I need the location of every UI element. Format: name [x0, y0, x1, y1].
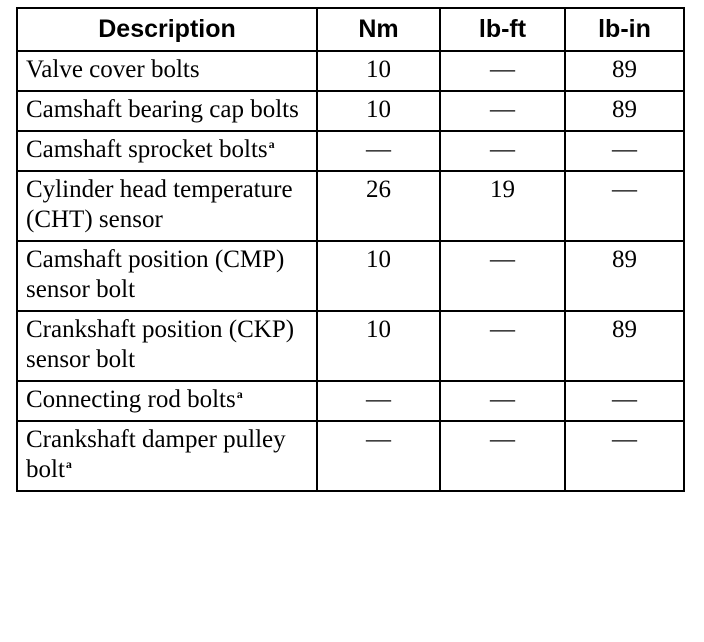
header-lbft: lb-ft [440, 8, 565, 51]
description-text: Cylinder head temperature (CHT) sensor [26, 176, 293, 233]
footnote-marker: a [268, 137, 275, 151]
row-description [17, 381, 317, 421]
table-row [17, 171, 684, 241]
table-row [17, 241, 684, 311]
row-description [17, 91, 317, 131]
description-text: Crankshaft damper pulley bolt [26, 426, 286, 483]
row-nm: — [317, 381, 440, 421]
description-text: Valve cover bolts [26, 56, 200, 83]
row-lbin: — [565, 171, 684, 241]
description-text: Crankshaft position (CKP) sensor bolt [26, 316, 295, 373]
row-nm: 10 [317, 51, 440, 91]
row-lbin: 89 [565, 241, 684, 311]
row-nm: — [317, 131, 440, 171]
table-header-row [17, 8, 684, 51]
row-nm: — [317, 421, 440, 491]
row-description [17, 171, 317, 241]
row-description [17, 421, 317, 491]
row-lbft: — [440, 131, 565, 171]
row-lbft: — [440, 421, 565, 491]
row-lbft: — [440, 241, 565, 311]
description-text: Connecting rod bolts [26, 386, 236, 413]
row-description [17, 51, 317, 91]
description-text: Camshaft bearing cap bolts [26, 96, 299, 123]
description-text: Camshaft sprocket bolts [26, 136, 268, 163]
table-row [17, 131, 684, 171]
footnote-marker: a [236, 387, 243, 401]
row-lbin: — [565, 421, 684, 491]
torque-spec-table [16, 7, 685, 492]
row-lbft: — [440, 91, 565, 131]
row-lbin: 89 [565, 91, 684, 131]
header-description: Description [17, 8, 317, 51]
row-nm: 26 [317, 171, 440, 241]
table-row [17, 91, 684, 131]
row-nm: 10 [317, 241, 440, 311]
row-nm: 10 [317, 311, 440, 381]
row-lbft: 19 [440, 171, 565, 241]
header-nm: Nm [317, 8, 440, 51]
table-row [17, 381, 684, 421]
row-nm: 10 [317, 91, 440, 131]
table-row [17, 421, 684, 491]
row-lbft: — [440, 311, 565, 381]
row-description [17, 311, 317, 381]
row-lbin: — [565, 381, 684, 421]
row-lbin: — [565, 131, 684, 171]
row-lbin: 89 [565, 311, 684, 381]
header-lbin: lb-in [565, 8, 684, 51]
row-description [17, 131, 317, 171]
table-row [17, 51, 684, 91]
table-row [17, 311, 684, 381]
row-lbin: 89 [565, 51, 684, 91]
description-text: Camshaft position (CMP) sensor bolt [26, 246, 285, 303]
footnote-marker: a [65, 457, 72, 471]
row-description [17, 241, 317, 311]
row-lbft: — [440, 51, 565, 91]
row-lbft: — [440, 381, 565, 421]
